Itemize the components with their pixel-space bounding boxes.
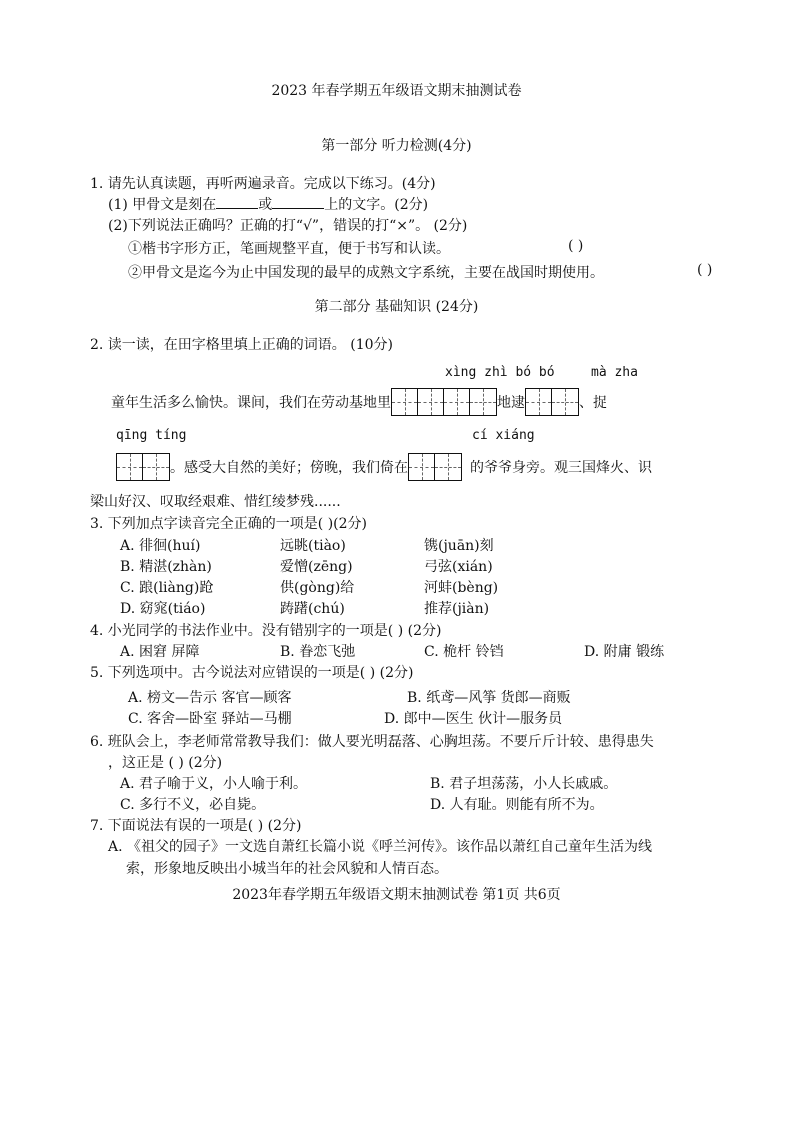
q7-option-a-line1[interactable]: A. 《祖父的园子》一文选自萧红长篇小说《呼兰河传》。该作品以萧红自己童年生活为线 [108,839,653,855]
exam-title: 2023 年春学期五年级语文期末抽测试卷 [271,83,522,99]
q2-line2-text-a: 。感受大自然的美好；傍晚，我们倚在 [170,460,408,476]
q1-stem: 1. 请先认真读题，再听两遍录音。完成以下练习。(4分) [90,176,436,192]
q3-option-b-2: 爱憎(zēng) [280,559,353,575]
q6-stem-continued: ，这正是 ( ) (2分) [108,755,223,771]
part1-heading: 第一部分 听力检测(4分) [321,138,472,154]
q3-option-d-2: 踌躇(chú) [280,601,345,617]
q5-option-a[interactable]: A. 榜文—告示 客官—顾客 [128,690,292,706]
q1-item1-answer-paren[interactable]: ( ) [568,238,584,254]
q5-option-b[interactable]: B. 纸鸢—风筝 货郎—商贩 [407,690,571,706]
q2-pinyin-3: qīng tíng [116,428,187,443]
q2-pinyin-2: mà zha [591,365,638,380]
q4-option-b[interactable]: B. 眷恋飞弛 [280,644,356,660]
q1-sub1-text-a: (1) 甲骨文是刻在 [108,197,217,213]
q4-option-d[interactable]: D. 附庸 锻练 [584,644,665,660]
q2-grid-xingzhibobo[interactable] [391,388,497,416]
q2-line2 [116,454,652,482]
q5-stem: 5. 下列选项中。古今说法对应错误的一项是( ) (2分) [90,665,414,681]
q1-item2: ②甲骨文是迄今为止中国发现的最早的成熟文字系统，主要在战国时期使用。 [128,265,604,281]
q4-option-a[interactable]: A. 困窘 屏障 [120,644,200,660]
q1-blank-2[interactable] [272,194,324,209]
q4-option-c[interactable]: C. 桅杆 铃铛 [424,644,504,660]
q4-stem: 4. 小光同学的书法作业中。没有错别字的一项是( ) (2分) [90,623,442,639]
q2-line1-text-a: 童年生活多么愉快。课间，我们在劳动基地里 [111,395,391,411]
q3-option-a-3: 镌(juān)刻 [424,538,494,554]
q7-option-a-line2: 索，形象地反映出小城当年的社会风貌和人情百态。 [126,861,448,877]
q1-blank-1[interactable] [216,194,258,209]
q1-sub1 [108,194,428,214]
q3-option-c-2: 供(gòng)给 [280,580,355,596]
q2-stem: 2. 读一读，在田字格里填上正确的词语。 (10分) [90,337,393,353]
grid-cell[interactable] [552,389,578,415]
q1-sub2: (2)下列说法正确吗？正确的打“√”，错误的打“×”。 (2分) [108,218,468,234]
q2-grid-mazha[interactable] [525,388,579,416]
q3-option-a-1[interactable]: A. 徘徊(huí) [120,538,201,554]
q2-line1-text-c: 、捉 [579,395,607,411]
q2-grid-cixiang[interactable] [408,453,462,481]
q5-option-d[interactable]: D. 郎中—医生 伙计—服务员 [384,711,563,727]
q1-item1: ①楷书字形方正，笔画规整平直，便于书写和认读。 [128,241,450,257]
q6-option-a[interactable]: A. 君子喻于义，小人喻于利。 [120,776,308,792]
q3-stem: 3. 下列加点字读音完全正确的一项是( )(2分) [90,516,368,532]
q3-option-b-1[interactable]: B. 精湛(zhàn) [120,559,212,575]
q1-sub1-text-c: 上的文字。(2分) [324,197,429,213]
grid-cell[interactable] [470,389,496,415]
grid-cell[interactable] [418,389,444,415]
q6-option-c[interactable]: C. 多行不义，必自毙。 [120,797,266,813]
q2-line1-text-b: 地逮 [497,395,525,411]
q6-stem: 6. 班队会上，李老师常常教导我们：做人要光明磊落、心胸坦荡。不要斤斤计较、患得患失 [90,734,654,750]
grid-cell[interactable] [435,454,461,480]
q2-line3: 梁山好汉、叹取经艰难、惜红绫梦残...... [90,494,341,510]
q2-line2-text-b: 的爷爷身旁。观三国烽火、识 [470,460,652,476]
q3-option-c-3: 河蚌(bèng) [424,580,499,596]
grid-cell[interactable] [143,454,169,480]
grid-cell[interactable] [392,389,418,415]
q2-grid-qingting[interactable] [116,453,170,481]
q2-pinyin-4: cí xiáng [472,428,535,443]
q2-pinyin-1: xìng zhì bó bó [445,365,555,380]
grid-cell[interactable] [409,454,435,480]
q3-option-a-2: 远眺(tiào) [280,538,346,554]
q5-option-c[interactable]: C. 客舍—卧室 驿站—马棚 [128,711,292,727]
q6-option-b[interactable]: B. 君子坦荡荡，小人长戚戚。 [430,776,618,792]
grid-cell[interactable] [444,389,470,415]
q1-sub1-text-b: 或 [258,197,273,213]
q2-line1 [111,389,607,417]
grid-cell[interactable] [526,389,552,415]
q3-option-b-3: 弓弦(xián) [424,559,493,575]
q6-option-d[interactable]: D. 人有耻。则能有所不为。 [430,797,604,813]
q7-stem: 7. 下面说法有误的一项是( ) (2分) [90,818,302,834]
q1-item2-answer-paren[interactable]: ( ) [697,262,713,278]
q3-option-d-3: 推荐(jiàn) [424,601,490,617]
grid-cell[interactable] [117,454,143,480]
part2-heading: 第二部分 基础知识 (24分) [314,299,479,315]
q3-option-d-1[interactable]: D. 窈窕(tiáo) [120,601,206,617]
q3-option-c-1[interactable]: C. 踉(liàng)跄 [120,580,214,596]
page-footer: 2023年春学期五年级语文期末抽测试卷 第1页 共6页 [232,887,561,903]
